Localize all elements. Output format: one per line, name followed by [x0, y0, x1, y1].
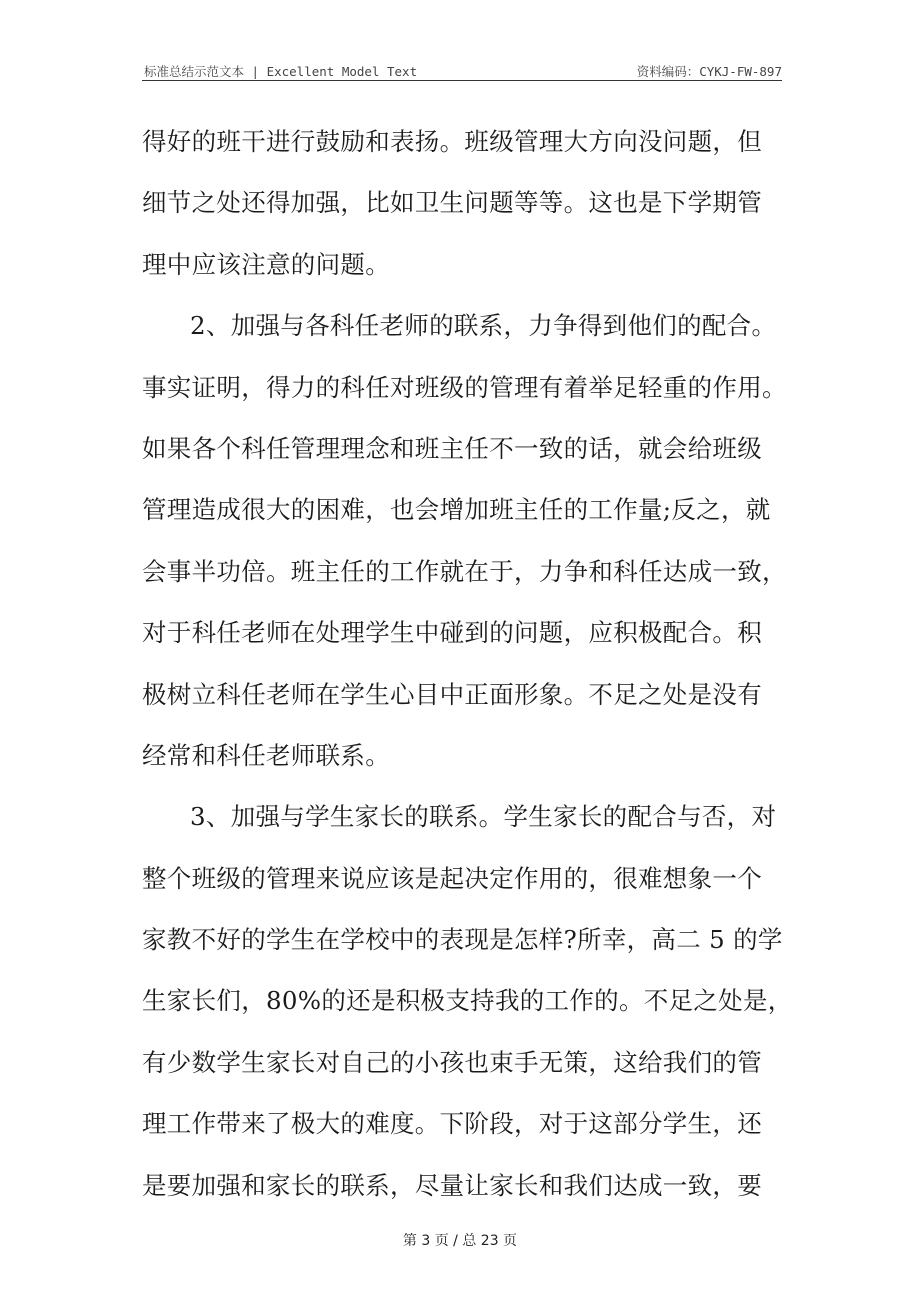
- page-footer: [0, 1230, 920, 1250]
- page-number: 第 3 页 / 总 23 页: [402, 1233, 518, 1249]
- body-line: 事实证明，得力的科任对班级的管理有着举足轻重的作用。: [142, 372, 787, 402]
- body-line: 对于科任老师在处理学生中碰到的问题，应积极配合。积: [142, 618, 762, 648]
- body-line: 3、加强与学生家长的联系。学生家长的配合与否，对: [190, 802, 777, 832]
- body-line: 经常和科任老师联系。: [142, 740, 390, 770]
- body-line: 会事半功倍。班主任的工作就在于，力争和科任达成一致，: [142, 556, 787, 586]
- body-line: 得好的班干进行鼓励和表扬。班级管理大方向没问题，但: [142, 127, 762, 156]
- body-line: 生家长们，80%的还是积极支持我的工作的。不足之处是，: [142, 986, 793, 1016]
- header-doc-code: 资料编码：CYKJ-FW-897: [636, 64, 782, 79]
- header-title: 标准总结示范文本 | Excellent Model Text: [144, 64, 418, 79]
- body-line: 极树立科任老师在学生心目中正面形象。不足之处是没有: [142, 679, 762, 709]
- document-body: [142, 116, 793, 1221]
- body-line: 家教不好的学生在学校中的表现是怎样?所幸，高二 5 的学: [142, 925, 783, 955]
- header-divider: [142, 80, 782, 81]
- page-header: [142, 62, 782, 82]
- body-line: 整个班级的管理来说应该是起决定作用的，很难想象一个: [142, 863, 762, 893]
- body-line: 如果各个科任管理理念和班主任不一致的话，就会给班级: [142, 433, 762, 463]
- body-line: 2、加强与各科任老师的联系，力争得到他们的配合。: [190, 311, 777, 341]
- body-line: 理工作带来了极大的难度。下阶段，对于这部分学生，还: [142, 1109, 762, 1139]
- body-line: 有少数学生家长对自己的小孩也束手无策，这给我们的管: [142, 1047, 762, 1077]
- body-line: 是要加强和家长的联系，尽量让家长和我们达成一致，要: [142, 1170, 762, 1200]
- body-line: 管理造成很大的困难，也会增加班主任的工作量;反之，就: [142, 495, 771, 525]
- body-line: 理中应该注意的问题。: [142, 249, 390, 279]
- body-line: 细节之处还得加强，比如卫生问题等等。这也是下学期管: [142, 188, 762, 218]
